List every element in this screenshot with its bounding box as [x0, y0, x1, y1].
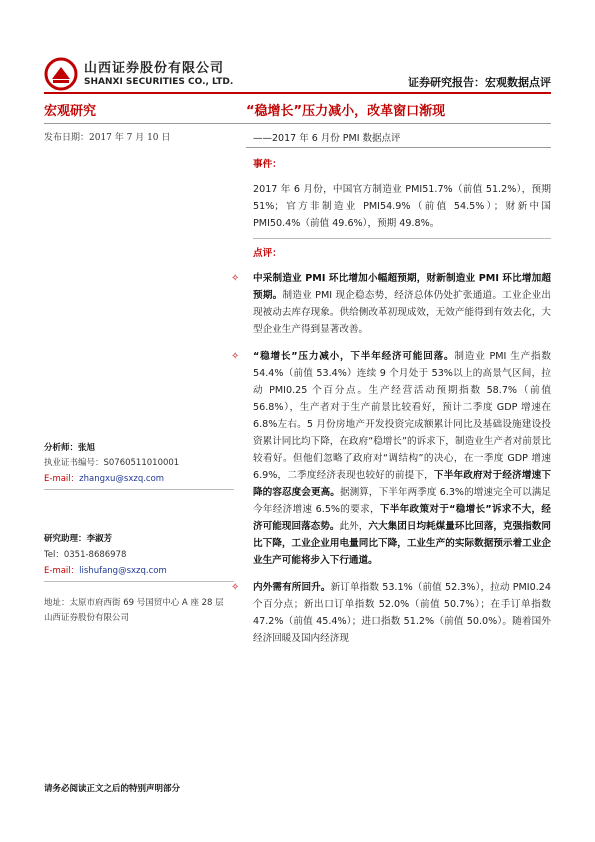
shanxi-securities-logo-icon — [44, 57, 78, 91]
footer-disclaimer: 请务必阅读正文之后的特别声明部分 — [44, 784, 181, 794]
comment-item-2-bold: “稳增长”压力减小，下半年经济可能回落。 — [253, 351, 455, 362]
analyst1-label: 分析师： — [44, 443, 79, 453]
analyst1-email-line — [44, 473, 164, 486]
comment-item-3-text: 新订单指数 53.1%（前值 52.3%），拉动 PMI0.24 个百分点；新出口订单指数 52.0%（前值 50.7%）；在手订单指数 47.2%（前值 45.4%）；进口指数 51.2%（前值 50.0%）。随着国外经济回暖及国内经济现 — [253, 582, 552, 644]
brand-name-cn: 山西证券股份有限公司 — [84, 61, 225, 76]
analyst2-label: 研究助理： — [44, 534, 87, 544]
event-divider — [253, 238, 551, 239]
comment-item-1 — [231, 270, 552, 338]
analyst1-name-line — [44, 442, 95, 455]
address-line-1: 地址：太原市府西街 69 号国贸中心 A 座 28 层 — [44, 598, 224, 608]
analyst2-name: 李淑芳 — [86, 534, 113, 544]
main-content — [231, 152, 552, 657]
comment-item-2-bold3: 下半年政策对于“稳增长”诉求不大，经济可能现回落态势。 — [253, 504, 551, 532]
comment-item-2-text2: 据测算，下半年两季度 6.3%的增速完全可以满足今年经济增速 6.5%的要求， — [253, 487, 551, 515]
publish-date: 发布日期：2017 年 7 月 10 日 — [44, 133, 171, 143]
analyst1-cert: 执业证书编号：S0760511010001 — [44, 458, 180, 468]
report-type: 证券研究报告：宏观数据点评 — [408, 76, 551, 89]
diamond-bullet-icon: ✧ — [231, 273, 240, 284]
header-divider — [44, 92, 551, 94]
event-heading: 事件： — [253, 159, 282, 170]
brand-name-en: SHANXI SECURITIES CO., LTD. — [84, 77, 234, 87]
analyst2-divider — [44, 581, 234, 582]
address-line-2: 山西证券股份有限公司 — [44, 613, 130, 623]
subtitle-divider — [246, 147, 551, 148]
analyst1-divider — [44, 489, 234, 490]
analyst1-email-label: E-mail： — [44, 474, 80, 484]
report-title: “稳增长”压力减小，改革窗口渐现 — [246, 104, 446, 119]
analyst2-name-line — [44, 533, 112, 546]
comment-heading: 点评： — [253, 248, 282, 259]
report-subtitle: ——2017 年 6 月份 PMI 数据点评 — [253, 133, 401, 144]
title-divider — [44, 123, 551, 124]
diamond-bullet-icon: ✧ — [231, 351, 240, 362]
analyst2-tel: Tel：0351-8686978 — [44, 550, 127, 560]
section-label: 宏观研究 — [44, 104, 97, 119]
comment-item-3 — [231, 579, 552, 647]
comment-item-1-bold: 中采制造业 PMI 环比增加小幅超预期，财新制造业 PMI 环比增加超预期。 — [253, 273, 551, 301]
diamond-bullet-icon: ✧ — [231, 582, 240, 593]
comment-item-2 — [231, 348, 552, 569]
analyst2-email-label: E-mail： — [44, 566, 80, 576]
analyst2-email-line — [44, 565, 167, 578]
comment-item-2-text3: 此外， — [339, 521, 369, 532]
comment-item-2-bold2: 下半年政府对于经济增速下降的容忍度会更高。 — [253, 470, 552, 498]
analyst2-email-link[interactable]: lishufang@sxzq.com — [79, 566, 167, 576]
analyst1-name: 张旭 — [78, 443, 96, 453]
event-text: 2017 年 6 月份，中国官方制造业 PMI51.7%（前值 51.2%），预期 51%；官方非制造业 PMI54.9%（前值 54.5%）；财新中国 PMI50.4%（前值 49.6%），预期 49.8%。 — [253, 184, 551, 229]
comment-item-2-bold4: 六大集团日均耗煤量环比回落，克强指数同比下降，工业企业用电量同比下降，工业生产的实际数据预示着工业企业生产可能将步入下行通道。 — [253, 521, 552, 566]
comment-item-2-text: 制造业 PMI 生产指数 54.4%（前值 53.4%）连续 9 个月处于 53%以上的高景气区间，拉动 PMI0.25 个百分点。生产经营活动预期指数 58.7%（前值 56.8%），生产者对于生产前景比较看好，预计二季度 GDP 增速在 6.8%左右。5 月份房地产开发投资完成额累计同比及基础设施建设投资累计同比均下降，在政府“稳增长”的诉求下，制造业生产者对前景比较看好。但他们忽略了政府对“调结构”的决心，在一季度 GDP 增速 6.9%，二季度经济表现也较好的前提下， — [253, 351, 551, 481]
comment-item-1-text: 制造业 PMI 现企稳态势，经济总体仍处扩张通道。工业企业出现被动去库存现象。供给侧改革初现成效，无效产能得到有效去化，大型企业生产得到显著改善。 — [253, 290, 552, 335]
comment-item-3-bold: 内外需有所回升。 — [253, 582, 331, 593]
analyst1-email-link[interactable]: zhangxu@sxzq.com — [79, 474, 165, 484]
